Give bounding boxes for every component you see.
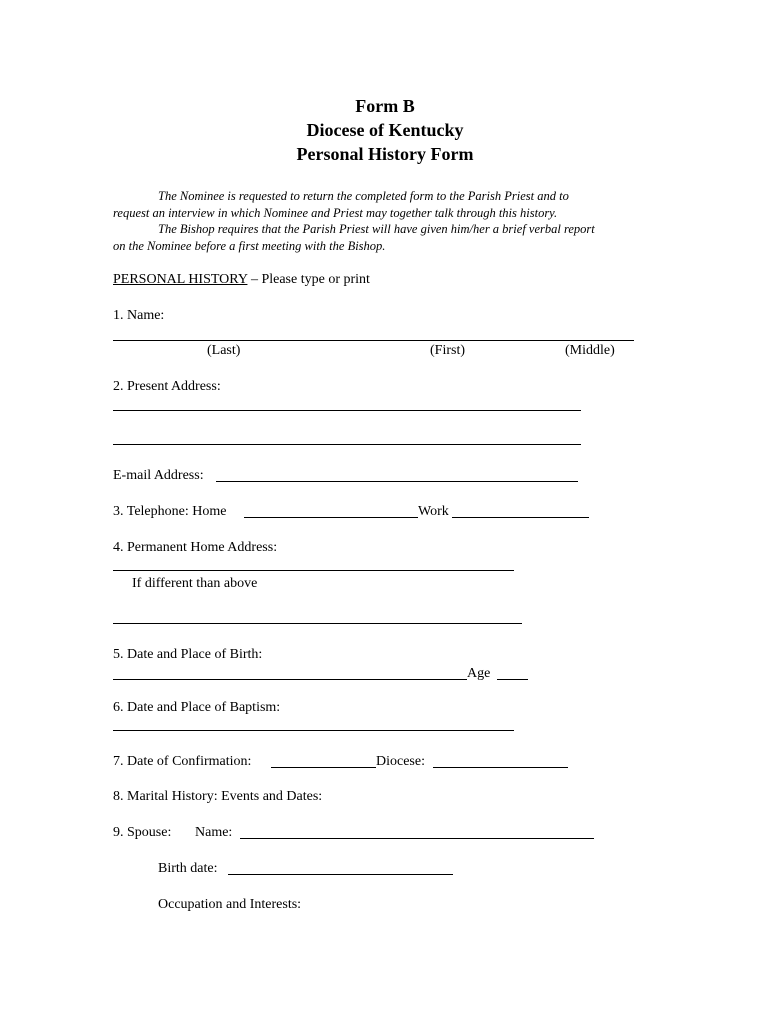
intro-line-4: on the Nominee before a first meeting with the Bishop. xyxy=(113,239,386,253)
permanent-address-note: If different than above xyxy=(132,576,258,591)
present-address-line-1[interactable] xyxy=(113,410,581,411)
name-middle-caption: (Middle) xyxy=(565,343,615,358)
intro-line-2: request an interview in which Nominee and Priest may together talk through this history. xyxy=(113,206,558,220)
intro-line-3: The Bishop requires that the Parish Priest will have given him/her a brief verbal report xyxy=(158,222,595,236)
spouse-label: 9. Spouse: xyxy=(113,825,172,840)
section-instruction: – Please type or print xyxy=(247,272,370,287)
diocese-title: Diocese of Kentucky xyxy=(306,120,464,140)
birth-label: 5. Date and Place of Birth: xyxy=(113,647,263,662)
name-last-caption: (Last) xyxy=(207,343,241,358)
permanent-address-line-1[interactable] xyxy=(113,570,514,571)
form-id: Form B xyxy=(355,96,415,116)
confirmation-date-field[interactable] xyxy=(271,767,376,768)
permanent-address-line-2[interactable] xyxy=(113,623,522,624)
form-title: Personal History Form xyxy=(296,144,474,164)
telephone-home-field[interactable] xyxy=(244,517,418,518)
present-address-label: 2. Present Address: xyxy=(113,379,221,394)
section-heading xyxy=(113,271,370,289)
birth-field[interactable] xyxy=(113,679,467,680)
age-field[interactable] xyxy=(497,679,528,680)
spouse-name-label: Name: xyxy=(195,825,233,840)
spouse-birth-date-label: Birth date: xyxy=(158,861,218,876)
name-first-caption: (First) xyxy=(430,343,465,358)
intro-line-1: The Nominee is requested to return the completed form to the Parish Priest and to xyxy=(158,189,569,203)
spouse-name-field[interactable] xyxy=(240,838,594,839)
baptism-label: 6. Date and Place of Baptism: xyxy=(113,700,281,715)
confirmation-diocese-label: Diocese: xyxy=(376,754,425,769)
section-title: PERSONAL HISTORY xyxy=(113,272,248,287)
confirmation-label: 7. Date of Confirmation: xyxy=(113,754,252,769)
email-field[interactable] xyxy=(216,481,578,482)
email-label: E-mail Address: xyxy=(113,468,204,483)
confirmation-diocese-field[interactable] xyxy=(433,767,568,768)
name-field[interactable] xyxy=(113,340,634,341)
spouse-birth-date-field[interactable] xyxy=(228,874,453,875)
baptism-field[interactable] xyxy=(113,730,514,731)
telephone-work-label: Work xyxy=(418,504,449,519)
marital-history-label: 8. Marital History: Events and Dates: xyxy=(113,789,323,804)
telephone-work-field[interactable] xyxy=(452,517,589,518)
permanent-address-label: 4. Permanent Home Address: xyxy=(113,540,278,555)
spouse-occupation-label: Occupation and Interests: xyxy=(158,897,302,912)
name-label: 1. Name: xyxy=(113,308,165,323)
present-address-line-2[interactable] xyxy=(113,444,581,445)
telephone-home-label: 3. Telephone: Home xyxy=(113,504,227,519)
age-label: Age xyxy=(467,666,491,681)
